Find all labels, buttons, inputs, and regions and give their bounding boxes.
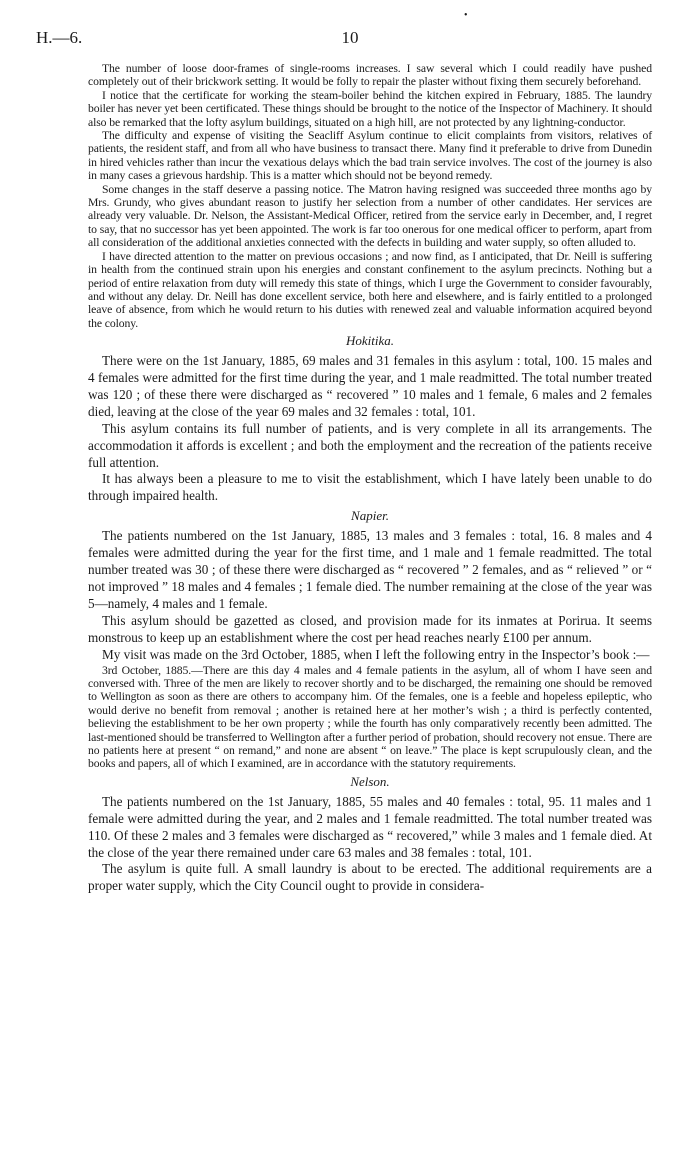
page-number: 10 bbox=[341, 28, 359, 47]
paragraph: 3rd October, 1885.—There are this day 4 males and 4 female patients in the asylum, all of whom I have seen and conversed with. Three of the men are likely to recover shortly and to be discharged, the remaining one should be removed to Wellington as soon as there are others to accompany him. Of the females, one is a feeble and hopeless epileptic, who would derive no benefit from removal ; another is retained here at her mother’s wish ; a third is perfectly contented, believing the establishment to be her own property ; while the fourth has only comparatively recently been admitted. The last-mentioned should be transferred to Wellington after a further period of probation, should recovery not ensue. There are no patients here at present “ on remand,” and none are absent “ on leave.” The place is kept scrupulously clean, and the books and papers, all of which I examined, are in accordance with the statutory requirements. bbox=[88, 663, 652, 771]
paragraph: The patients numbered on the 1st January, 1885, 55 males and 40 females : total, 95. 11 males and 1 female were admitted during the year, and 2 males and 1 female readmitted. The total number treated was 110. Of these 2 males and 3 females were discharged as “ recovered,” while 3 males and 1 female died. At the close of the year there remained under care 63 males and 38 females : total, 101. bbox=[88, 793, 652, 860]
section-heading-hokitika: Hokitika. bbox=[345, 333, 394, 349]
parliamentary-paper-reference: H.—6. bbox=[36, 28, 83, 47]
paragraph: There were on the 1st January, 1885, 69 males and 31 females in this asylum : total, 100. 15 males and 4 females were admitted for the first time during the year, and 1 male readmitted. The total number treated was 120 ; of these there were discharged as “ recovered ” 10 males and 1 female, 6 males and 2 females died, leaving at the close of the year 69 males and 32 females : total, 101. bbox=[88, 353, 652, 419]
section-heading-napier: Napier. bbox=[351, 508, 389, 524]
section-nelson bbox=[88, 774, 652, 895]
paragraph: The asylum is quite full. A small laundry is about to be erected. The additional requirements are a proper water supply, which the City Council ought to provide in considera- bbox=[88, 861, 652, 894]
paragraph: My visit was made on the 3rd October, 1885, when I left the following entry in the Inspector’s book :— bbox=[102, 646, 650, 662]
document-body bbox=[88, 62, 652, 895]
section-heading-nelson: Nelson. bbox=[350, 773, 390, 789]
section-hokitika bbox=[88, 333, 652, 505]
section-napier bbox=[88, 508, 652, 771]
paragraph: I have directed attention to the matter on previous occasions ; and now find, as I anticipated, that Dr. Neill is suffering in health from the continued strain upon his energies and constant confinement to the asylum precincts. Nothing but a period of entire relaxation from duty will remedy this state of things, which I urge the Government to consider favourably, and without any delay. Dr. Neill has done excellent service, both here and elsewhere, and is fairly entitled to a prolonged leave of absence, from which he would return to his duties with renewed zeal and valuable information acquired beyond the colony. bbox=[88, 249, 652, 330]
paragraph: It has always been a pleasure to me to visit the establishment, which I have lately been unable to do through impaired health. bbox=[88, 471, 652, 504]
section-intro bbox=[88, 62, 652, 330]
paragraph: Some changes in the staff deserve a passing notice. The Matron having resigned was succeeded three months ago by Mrs. Grundy, who gives abundant reason to justify her selection from a number of other candidates. Her services are already very valuable. Dr. Nelson, the Assistant-Medical Officer, retired from the service early in December, and, I regret to say, that no successor has yet been appointed. The work is far too onerous for one medical officer to perform, apart from all consideration of the additional anxieties connected with the defects in building and water supply, so often alluded to. bbox=[88, 182, 652, 250]
paragraph: The number of loose door-frames of single-rooms increases. I saw several which I could readily have pushed completely out of their brickwork setting. It would be folly to repair the plaster without fixing them securely beforehand. bbox=[88, 62, 652, 89]
stray-mark: • bbox=[464, 10, 468, 21]
paragraph: I notice that the certificate for working the steam-boiler behind the kitchen expired in February, 1885. The laundry boiler has never yet been certificated. These things should be brought to the notice of the Inspector of Machinery. It should also be remarked that the lofty asylum buildings, situated on a high hill, are not protected by any lightning-conductor. bbox=[88, 88, 652, 129]
page-header bbox=[36, 10, 664, 52]
paragraph: This asylum should be gazetted as closed, and provision made for its inmates at Porirua. It seems monstrous to keep up an establishment where the cost per head reaches nearly £100 per annum. bbox=[88, 612, 652, 645]
paragraph: The patients numbered on the 1st January, 1885, 13 males and 3 females : total, 16. 8 males and 4 females were admitted during the year for the first time, and 1 male and 1 female readmitted. The total number treated was 30 ; of these there were discharged as “ recovered ” 2 females, and as “ relieved ” or “ not improved ” 18 males and 4 females ; 1 female died. The number remaining at the close of the year was 5—namely, 4 males and 1 female. bbox=[88, 528, 652, 611]
paragraph: This asylum contains its full number of patients, and is very complete in all its arrangements. The accommodation it affords is excellent ; and both the employment and the recreation of the patients receive full attention. bbox=[88, 420, 652, 470]
paragraph: The difficulty and expense of visiting the Seacliff Asylum continue to elicit complaints from visitors, relatives of patients, the resident staff, and from all who have business to transact there. Many find it preferable to drive from Dunedin in hired vehicles rather than incur the vexatious delays which the bad train service involves. The cost of the journey is also in many cases a grievous hardship. This is a matter which should not be beyond remedy. bbox=[88, 129, 652, 183]
